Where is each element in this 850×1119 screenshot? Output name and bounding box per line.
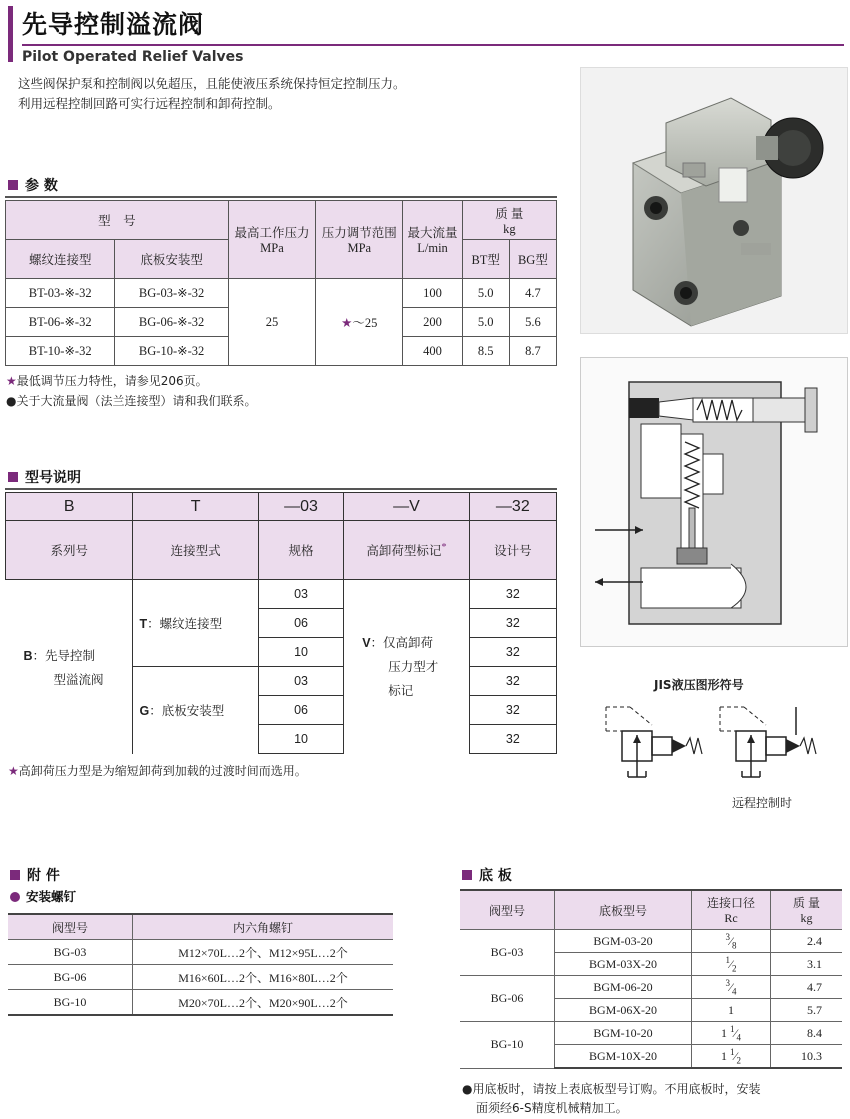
bolt-cell: BG-10: [8, 990, 133, 1016]
base-mass: 4.7: [771, 976, 843, 999]
size-cell: 03: [258, 580, 343, 609]
base-mass: 2.4: [771, 930, 843, 953]
jis-symbol-standard: [598, 705, 708, 787]
spec-h-bt: BT型: [462, 240, 509, 279]
spec-cell: 4.7: [509, 279, 556, 308]
base-valve: BG-06: [460, 976, 555, 1022]
spec-pmax: 25: [228, 279, 315, 366]
spec-heading: 参 数: [8, 175, 58, 195]
jis-symbol-remote: [712, 705, 822, 787]
series-desc: B：先导控制 型溢流阀: [6, 580, 133, 754]
base-valve: BG-03: [460, 930, 555, 976]
section-square-icon: [10, 870, 20, 880]
design-cell: 32: [469, 696, 556, 725]
size-cell: 06: [258, 609, 343, 638]
bullet-dot-icon: [10, 892, 20, 902]
bolt-cell: BG-03: [8, 940, 133, 965]
label-unload: 高卸荷型标记*: [344, 521, 469, 580]
spec-cell: 5.0: [462, 279, 509, 308]
base-mass: 5.7: [771, 999, 843, 1022]
spec-h-plate: 底板安装型: [115, 240, 228, 279]
base-plate: BGM-03X-20: [555, 953, 692, 976]
intro-line-2: 利用远程控制回路可实行远程控制和卸荷控制。: [18, 96, 281, 111]
size-cell: 10: [258, 638, 343, 667]
spec-cell: BG-10-※-32: [115, 337, 228, 366]
base-port: [692, 976, 771, 999]
spec-heading-rule: [5, 196, 557, 198]
spec-cell: BT-03-※-32: [6, 279, 115, 308]
model-note: ★高卸荷压力型是为缩短卸荷到加载的过渡时间而选用。: [8, 764, 307, 778]
section-square-icon: [8, 180, 18, 190]
valve-photo-illustration: [581, 68, 847, 333]
section-drawing-illustration: [581, 358, 847, 646]
base-h-valve: 阀型号: [460, 890, 555, 930]
spec-note-2: ●关于大流量阀（法兰连接型）请和我们联系。: [6, 394, 257, 408]
base-plate-table: [460, 889, 842, 1069]
bolt-h-bolt: 内六角螺钉: [133, 914, 394, 940]
base-plate: BGM-10-20: [555, 1022, 692, 1045]
bolt-cell: M20×70L…2个、M20×90L…2个: [133, 990, 394, 1016]
spec-prange: ★～25: [316, 279, 403, 366]
base-port: 1: [692, 999, 771, 1022]
intro-line-1: 这些阀保护泵和控制阀以免超压，且能使液压系统保持恒定控制压力。: [18, 76, 406, 91]
jis-title: JIS液压图形符号: [654, 678, 744, 692]
page-title: 先导控制溢流阀: [22, 10, 205, 39]
spec-h-pmax: 最高工作压力 MPa: [228, 201, 315, 279]
title-accent-bar: [8, 6, 13, 62]
spec-cell: 8.7: [509, 337, 556, 366]
base-plate: BGM-06X-20: [555, 999, 692, 1022]
fraction: $^1⁄_2$: [729, 1046, 741, 1066]
spec-h-thread: 螺纹连接型: [6, 240, 115, 279]
base-note-2: 面须经6-S精度机械精加工。: [476, 1101, 628, 1115]
label-series: 系列号: [6, 521, 133, 580]
fraction: $^3⁄_8$: [725, 931, 737, 951]
label-size: 规格: [258, 521, 343, 580]
fraction: $^1⁄_2$: [725, 954, 737, 974]
spec-cell: BT-06-※-32: [6, 308, 115, 337]
spec-cell: 400: [403, 337, 462, 366]
section-square-icon: [462, 870, 472, 880]
size-cell: 03: [258, 667, 343, 696]
spec-cell: BG-06-※-32: [115, 308, 228, 337]
spec-cell: BG-03-※-32: [115, 279, 228, 308]
base-heading: 底 板: [462, 865, 512, 885]
spec-cell: BT-10-※-32: [6, 337, 115, 366]
bolt-table: [8, 913, 393, 1016]
code-unload: —V: [344, 493, 469, 521]
unload-desc: V：仅高卸荷 压力型才 标记: [344, 580, 469, 754]
relief-valve-remote-symbol-icon: [712, 705, 822, 783]
spec-table: [5, 200, 557, 366]
accessory-subheading: 安装螺钉: [10, 887, 76, 905]
spec-h-bg: BG型: [509, 240, 556, 279]
base-port: 1 $^1⁄_4$: [692, 1022, 771, 1045]
base-mass: 10.3: [771, 1045, 843, 1069]
design-cell: 32: [469, 580, 556, 609]
spec-cell: 8.5: [462, 337, 509, 366]
fraction: $^3⁄_4$: [725, 977, 737, 997]
code-series: B: [6, 493, 133, 521]
base-h-port: 连接口径 Rc: [692, 890, 771, 930]
label-design: 设计号: [469, 521, 556, 580]
code-size: —03: [258, 493, 343, 521]
spec-cell: 5.0: [462, 308, 509, 337]
spec-cell: 200: [403, 308, 462, 337]
base-port: [692, 930, 771, 953]
accessory-heading: 附 件: [10, 865, 60, 885]
bolt-h-valve: 阀型号: [8, 914, 133, 940]
valve-section-drawing: [580, 357, 848, 647]
bolt-cell: M16×60L…2个、M16×80L…2个: [133, 965, 394, 990]
spec-cell: 5.6: [509, 308, 556, 337]
model-heading: 型号说明: [8, 467, 81, 487]
code-design: —32: [469, 493, 556, 521]
size-cell: 10: [258, 725, 343, 754]
base-plate: BGM-06-20: [555, 976, 692, 999]
base-valve: BG-10: [460, 1022, 555, 1069]
base-mass: 8.4: [771, 1022, 843, 1045]
section-square-icon: [8, 472, 18, 482]
design-cell: 32: [469, 667, 556, 696]
label-connection: 连接型式: [133, 521, 258, 580]
base-plate: BGM-10X-20: [555, 1045, 692, 1069]
conn-plate-desc: G：底板安装型: [133, 667, 258, 754]
model-code-table: [5, 492, 557, 754]
conn-thread-desc: T：螺纹连接型: [133, 580, 258, 667]
base-port: [692, 953, 771, 976]
spec-h-mass: 质 量 kg: [462, 201, 556, 240]
spec-note-1: ★最低调节压力特性，请参见206页。: [6, 374, 208, 388]
spec-h-model: 型 号: [6, 201, 229, 240]
base-h-mass: 质 量 kg: [771, 890, 843, 930]
base-note-1: ●用底板时，请按上表底板型号订购。不用底板时，安装: [462, 1082, 761, 1096]
design-cell: 32: [469, 638, 556, 667]
base-h-plate: 底板型号: [555, 890, 692, 930]
code-connection: T: [133, 493, 258, 521]
spec-cell: 100: [403, 279, 462, 308]
bolt-cell: M12×70L…2个、M12×95L…2个: [133, 940, 394, 965]
bolt-cell: BG-06: [8, 965, 133, 990]
fraction: $^1⁄_4$: [729, 1023, 741, 1043]
relief-valve-symbol-icon: [598, 705, 708, 783]
base-port: 1 $^1⁄_2$: [692, 1045, 771, 1069]
design-cell: 32: [469, 725, 556, 754]
valve-photo: [580, 67, 848, 334]
page-subtitle: Pilot Operated Relief Valves: [22, 49, 244, 65]
remote-caption: 远程控制时: [732, 796, 793, 810]
design-cell: 32: [469, 609, 556, 638]
model-heading-rule: [5, 488, 557, 490]
base-plate: BGM-03-20: [555, 930, 692, 953]
size-cell: 06: [258, 696, 343, 725]
title-underline: [22, 44, 844, 46]
spec-h-prange: 压力调节范围 MPa: [316, 201, 403, 279]
base-mass: 3.1: [771, 953, 843, 976]
spec-h-flow: 最大流量 L/min: [403, 201, 462, 279]
